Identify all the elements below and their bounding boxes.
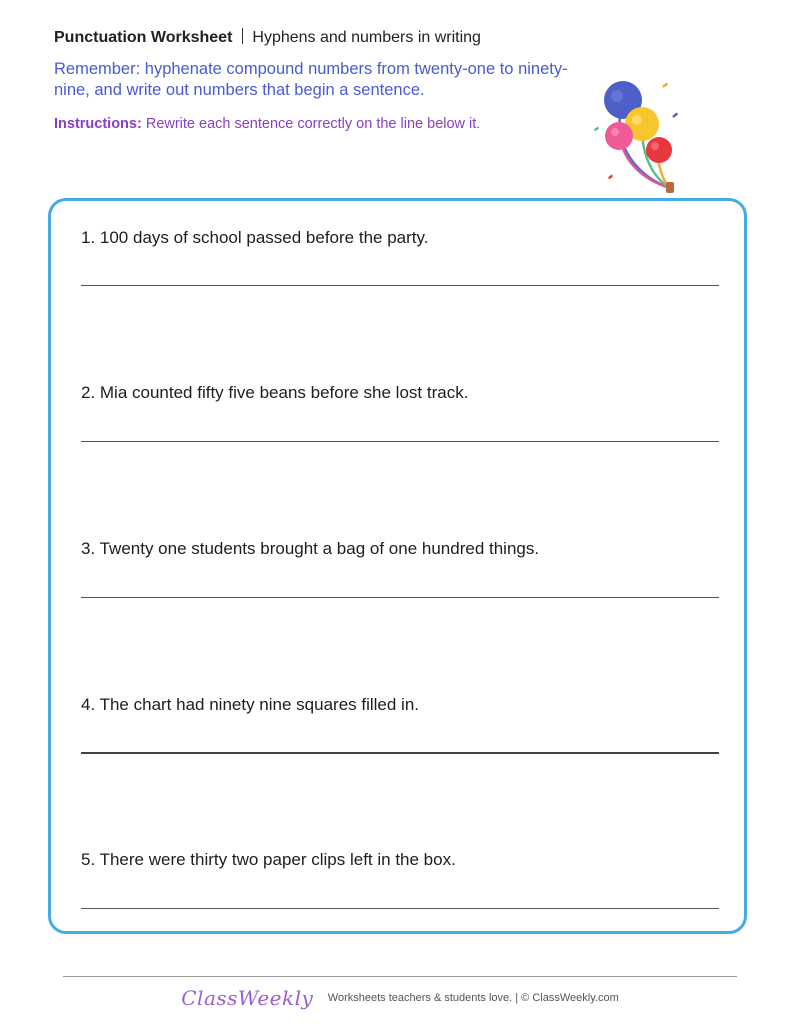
question-1 xyxy=(81,227,721,249)
question-text: 4. The chart had ninety nine squares filled in. xyxy=(81,695,420,714)
answer-line[interactable] xyxy=(81,908,719,909)
footer xyxy=(0,986,800,1010)
answer-line[interactable] xyxy=(81,752,719,754)
question-text: 2. Mia counted fifty five beans before she lost track. xyxy=(81,383,469,402)
worksheet-topic: Hyphens and numbers in writing xyxy=(252,29,481,46)
instructions xyxy=(54,115,574,133)
question-text: 5. There were thirty two paper clips left in the box. xyxy=(81,850,456,869)
worksheet-header xyxy=(54,28,574,133)
instructions-label: Instructions: xyxy=(54,116,142,132)
question-5 xyxy=(81,849,721,871)
answer-box xyxy=(48,198,747,934)
answer-line[interactable] xyxy=(81,285,719,286)
title-line xyxy=(54,28,574,48)
remember-note: Remember: hyphenate compound numbers from twenty-one to ninety-nine, and write out numbers that begin a sentence. xyxy=(54,60,568,99)
question-text: 1. 100 days of school passed before the party. xyxy=(81,228,429,247)
question-2 xyxy=(81,382,721,404)
question-4 xyxy=(81,694,721,716)
footer-tagline: Worksheets teachers & students love. | © ClassWeekly.com xyxy=(327,992,619,1004)
brand-logo: ClassWeekly xyxy=(181,986,314,1010)
balloons-icon xyxy=(586,76,686,198)
title-divider xyxy=(242,28,243,44)
footer-divider xyxy=(63,976,737,977)
question-3 xyxy=(81,538,721,560)
answer-line[interactable] xyxy=(81,441,719,442)
answer-line[interactable] xyxy=(81,597,719,598)
worksheet-subject: Punctuation Worksheet xyxy=(54,29,233,46)
question-text: 3. Twenty one students brought a bag of one hundred things. xyxy=(81,539,540,558)
instructions-text: Rewrite each sentence correctly on the line below it. xyxy=(145,116,481,132)
